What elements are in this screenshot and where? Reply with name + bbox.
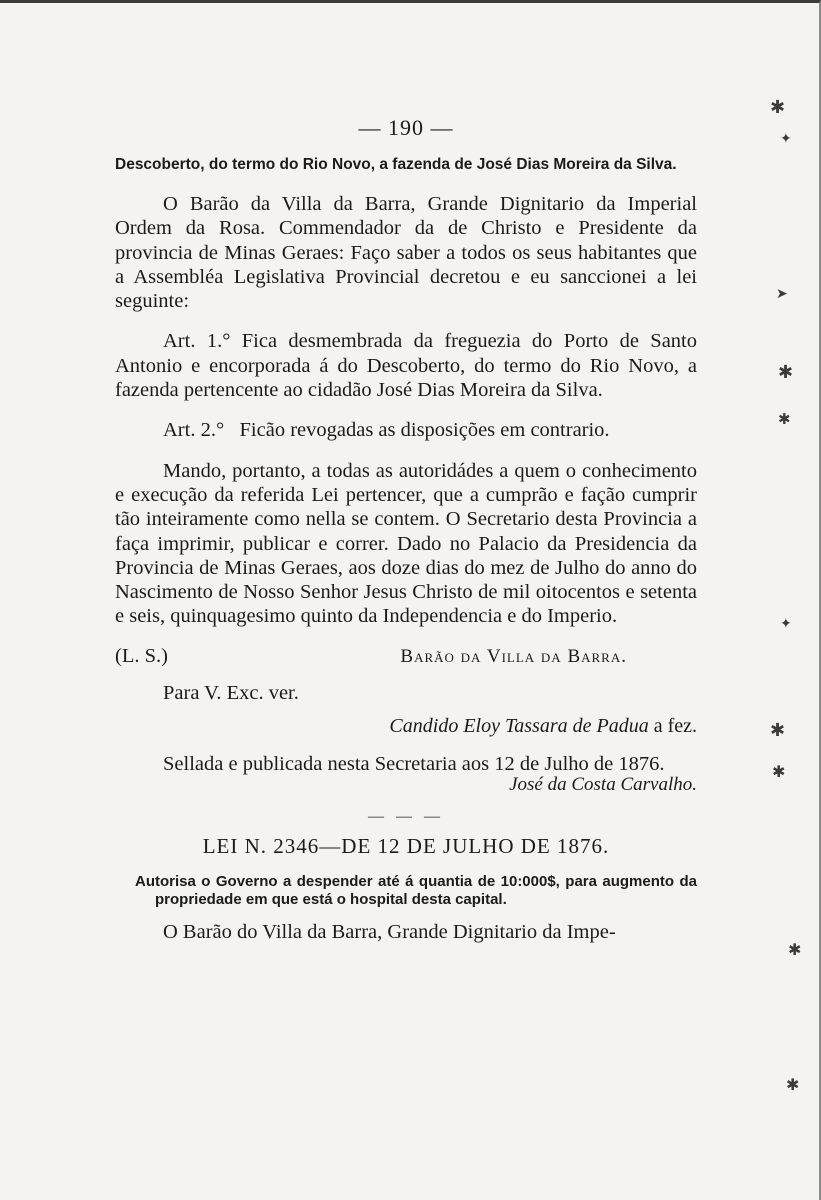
seal-signature-row [115,645,697,668]
seal-mark: (L. S.) [115,644,168,667]
page-number: — 190 — [358,115,454,140]
margin-speck: ✱ [786,1077,800,1094]
scribe-suffix: a fez. [653,714,697,737]
margin-speck: ✱ [770,97,786,117]
margin-speck: ✱ [778,362,794,382]
law-summary: Autorisa o Governo a despender até á quantia de 10:000$, para augmento da propriedade em que está o hospital desta capital. [135,873,697,909]
margin-speck: ✱ [772,764,786,781]
section-separator: — — — [368,808,444,826]
preamble-paragraph: O Barão da Villa da Barra, Grande Dignitario da Imperial Ordem da Rosa. Commendador da de Christo e Presidente da provincia de Minas Geraes: Faço saber a todos os seus habitantes que a Assembléa Legislativa Provincial decretou e eu sanccionei a lei seguinte: [115,193,697,313]
article-1: Art. 1.° Fica desmembrada da freguezia do Porto de Santo Antonio e encorporada á do Descoberto, do termo do Rio Novo, a fazenda pertencente ao cidadão José Dias Moreira da Silva. [115,330,697,402]
previous-law-tail: Descoberto, do termo do Rio Novo, a fazenda de José Dias Moreira da Silva. [115,156,677,173]
mandate-paragraph: Mando, portanto, a todas as autoridádes a quem o conhecimento e execução da referida Lei pertencer, que a cumprão e fação cumprir tão inteiramente como nella se contem. O Secretario desta Provincia a faça imprimir, publicar e correr. Dado no Palacio da Presidencia da Provincia de Minas Geraes, aos doze dias do mez de Julho do anno do Nascimento de Nosso Senhor Jesus Christo de mil oitocentos e setenta e seis, quinquagesimo quinto da Independencia e do Imperio. [115,459,697,628]
article-2 [115,418,697,442]
article-2-text: Ficão revogadas as disposições em contrario. [239,419,610,442]
scribe-line [115,715,697,738]
secretary-signature: José da Costa Carvalho. [509,774,697,796]
article-2-label: Art. 2.° [163,419,225,442]
para-ver-line: Para V. Exc. ver. [163,681,299,704]
scribe-name: Candido Eloy Tassara de Padua [389,714,649,737]
margin-speck: ✱ [778,412,791,428]
margin-speck: ✱ [788,942,802,959]
margin-speck: ✦ [780,617,792,632]
president-signature: Barão da Villa da Barra. [400,645,627,667]
sealed-published-paragraph: Sellada e publicada nesta Secretaria aos 12 de Julho de 1876. [163,752,665,775]
margin-speck: ✦ [780,132,792,147]
law-heading: LEI N. 2346—DE 12 DE JULHO DE 1876. [202,834,610,859]
law-opening-line: O Barão do Villa da Barra, Grande Dignitario da Impe- [163,921,616,944]
margin-speck: ➤ [776,287,788,302]
page-text [115,115,697,944]
margin-speck: ✱ [770,720,786,740]
